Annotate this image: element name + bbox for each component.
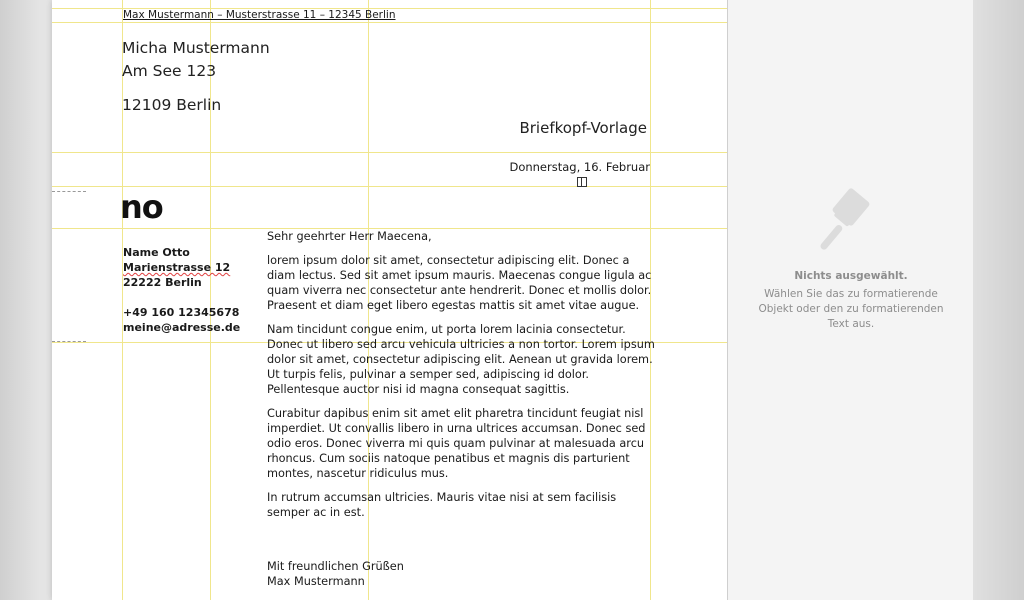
inspector-hint: Text aus. [827, 318, 875, 330]
body-paragraph[interactable]: lorem ipsum dolor sit amet, consectetur adipiscing elit. Donec a diam lectus. Sed sit amet ipsum mauris. Maecenas congue ligula ac quam viverra nec consectetur ante hendrerit. Donec et mollis dolor. Praesent et diam eget libero egestas mattis sit amet vitae augue. [267, 254, 652, 312]
layout-guide [122, 0, 123, 600]
layout-guide [52, 22, 727, 23]
window-edge [973, 0, 1024, 600]
contact-phone[interactable]: +49 160 12345678 [123, 306, 240, 319]
date-line[interactable]: Donnerstag, 16. Februar [509, 160, 650, 174]
letter-closing-block[interactable] [267, 559, 657, 589]
body-paragraph[interactable]: In rutrum accumsan ultricies. Mauris vitae nisi at sem facilisis semper ac in est. [267, 491, 617, 519]
letter-page[interactable] [52, 0, 727, 600]
layout-guide [52, 186, 727, 187]
contact-email[interactable]: meine@adresse.de [123, 321, 241, 334]
inspector-title: Nichts ausgewählt. [794, 270, 908, 282]
closing[interactable]: Mit freundlichen Grüßen [267, 560, 404, 573]
text-overflow-indicator[interactable] [577, 177, 587, 187]
fold-mark [52, 341, 86, 342]
logo[interactable]: no [120, 188, 163, 226]
sender-line[interactable]: Max Mustermann – Musterstrasse 11 – 12345 Berlin [123, 9, 396, 21]
body-paragraph[interactable]: Curabitur dapibus enim sit amet elit pharetra tincidunt feugiat nisl imperdiet. Ut convallis libero in urna ultrices accumsan. Donec sed odio eros. Donec viverra mi quis quam pulvinar at malesuada arcu rhoncus. Cum sociis natoque penatibus et magnis dis parturient montes, nascetur ridiculus mus. [267, 407, 646, 480]
layout-guide [210, 0, 211, 600]
subject-line[interactable]: Briefkopf-Vorlage [519, 119, 647, 137]
inspector-hint: Objekt oder den zu formatierenden [758, 303, 944, 315]
contact-street[interactable]: Marienstrasse 12 [123, 261, 231, 274]
recipient-name[interactable]: Micha Mustermann [122, 39, 270, 57]
recipient-city[interactable]: 12109 Berlin [122, 96, 222, 114]
salutation[interactable]: Sehr geehrter Herr Maecena, [267, 230, 432, 243]
format-inspector [727, 0, 974, 600]
layout-guide [52, 152, 727, 153]
recipient-street[interactable]: Am See 123 [122, 62, 217, 80]
contact-city[interactable]: 22222 Berlin [123, 276, 202, 289]
letter-body[interactable] [267, 229, 657, 520]
contact-name[interactable]: Name Otto [123, 246, 190, 259]
fold-mark [52, 191, 86, 192]
body-paragraph[interactable]: Nam tincidunt congue enim, ut porta lorem lacinia consectetur. Donec ut libero sed arcu vehicula ultricies a non tortor. Lorem ipsum dolor sit amet, consectetur adipiscing elit. Aenean ut gravida lorem. Ut turpis felis, pulvinar a semper sed, adipiscing id dolor. Pellentesque auctor nisi id magna consequat sagittis. [267, 323, 655, 396]
paintbrush-icon [808, 184, 888, 264]
signature[interactable]: Max Mustermann [267, 575, 365, 588]
inspector-hint: Wählen Sie das zu formatierende [764, 288, 938, 300]
